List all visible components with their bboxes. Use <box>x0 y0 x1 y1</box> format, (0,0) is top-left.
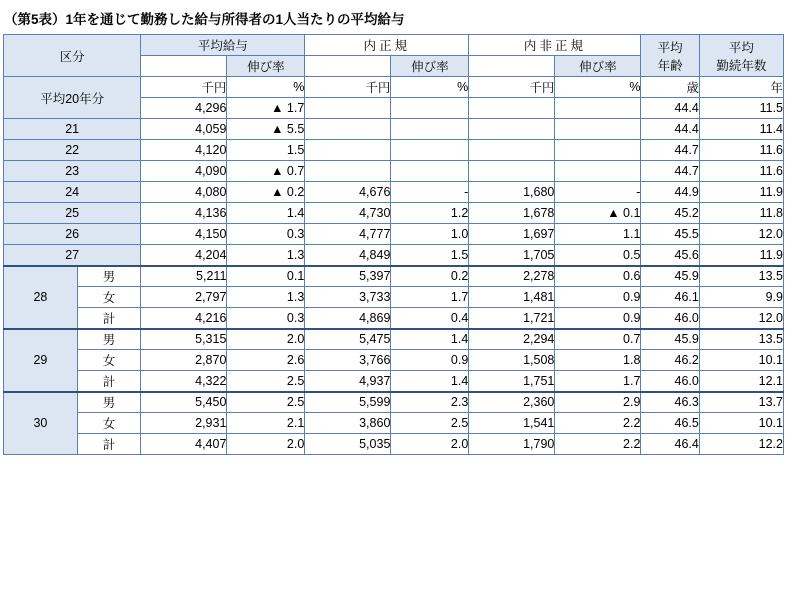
cell-avg: 5,450 <box>141 392 227 413</box>
cell-avg-tenure: 12.0 <box>699 224 783 245</box>
cell-regular-growth: 1.0 <box>391 224 469 245</box>
cell-regular-growth <box>391 119 469 140</box>
cell-regular-growth: 0.4 <box>391 308 469 329</box>
cell-avg: 4,204 <box>141 245 227 266</box>
cell-avg: 4,150 <box>141 224 227 245</box>
header-avg-salary: 平均給与 <box>141 35 305 56</box>
cell-avg-growth: 2.0 <box>227 434 305 455</box>
cell-avg-growth: ▲ 0.2 <box>227 182 305 203</box>
cell-avg-tenure: 12.2 <box>699 434 783 455</box>
cell-avg-growth: ▲ 5.5 <box>227 119 305 140</box>
cell-nonregular-growth: 1.8 <box>555 350 641 371</box>
unit-regular: 千円 <box>305 77 391 98</box>
unit-avg-growth: % <box>227 77 305 98</box>
cell-regular-growth: 2.3 <box>391 392 469 413</box>
cell-nonregular <box>469 119 555 140</box>
table-row <box>4 371 784 392</box>
cell-regular-growth <box>391 98 469 119</box>
cell-nonregular-growth: 2.9 <box>555 392 641 413</box>
header-regular-label: 正規 <box>379 39 411 53</box>
cell-regular <box>305 119 391 140</box>
cell-avg: 2,870 <box>141 350 227 371</box>
cell-nonregular-growth <box>555 98 641 119</box>
cell-regular-growth: 1.4 <box>391 329 469 350</box>
cell-nonregular: 1,705 <box>469 245 555 266</box>
cell-avg: 4,136 <box>141 203 227 224</box>
cell-nonregular-growth: 0.6 <box>555 266 641 287</box>
table-row <box>4 140 784 161</box>
cell-avg-age: 44.4 <box>641 98 699 119</box>
cell-avg-growth: 1.5 <box>227 140 305 161</box>
header-avg-age-line1: 平均 <box>657 40 683 55</box>
cell-avg-tenure: 13.5 <box>699 266 783 287</box>
unit-nonregular: 千円 <box>469 77 555 98</box>
row-label-25: 25 <box>4 203 141 224</box>
cell-regular: 3,733 <box>305 287 391 308</box>
table-row <box>4 350 784 371</box>
cell-nonregular-growth: 1.7 <box>555 371 641 392</box>
cell-avg-age: 46.0 <box>641 308 699 329</box>
cell-avg-growth: 0.3 <box>227 224 305 245</box>
unit-avg-salary: 千円 <box>141 77 227 98</box>
header-nonregular-label: 非正規 <box>539 39 586 53</box>
header-avg-tenure <box>699 35 783 77</box>
cell-avg: 4,120 <box>141 140 227 161</box>
cell-regular <box>305 140 391 161</box>
cell-regular: 5,475 <box>305 329 391 350</box>
header-regular-prefix: 内 <box>363 39 380 53</box>
row-label-23: 23 <box>4 161 141 182</box>
header-avg-tenure-line2: 勤続年数 <box>716 58 767 73</box>
header-regular-growth: 伸び率 <box>391 56 469 77</box>
cell-avg-age: 46.1 <box>641 287 699 308</box>
row-sub-label: 女 <box>77 350 141 371</box>
cell-avg: 4,322 <box>141 371 227 392</box>
cell-regular-growth: 1.2 <box>391 203 469 224</box>
cell-avg: 4,407 <box>141 434 227 455</box>
row-label-24: 24 <box>4 182 141 203</box>
row-label-26: 26 <box>4 224 141 245</box>
cell-nonregular: 1,508 <box>469 350 555 371</box>
cell-nonregular: 1,541 <box>469 413 555 434</box>
cell-regular: 5,599 <box>305 392 391 413</box>
cell-avg-tenure: 11.6 <box>699 140 783 161</box>
cell-nonregular: 1,481 <box>469 287 555 308</box>
cell-nonregular-growth: 1.1 <box>555 224 641 245</box>
cell-nonregular <box>469 98 555 119</box>
unit-regular-growth: % <box>391 77 469 98</box>
cell-avg-tenure: 13.7 <box>699 392 783 413</box>
unit-nonregular-growth: % <box>555 77 641 98</box>
row-group-label-29: 29 <box>4 329 78 392</box>
cell-regular <box>305 161 391 182</box>
cell-nonregular-growth: 0.9 <box>555 287 641 308</box>
cell-nonregular-growth: 2.2 <box>555 413 641 434</box>
header-nonregular-prefix: 内 <box>523 39 540 53</box>
cell-avg-growth: 0.1 <box>227 266 305 287</box>
table-row <box>4 413 784 434</box>
cell-avg-age: 46.3 <box>641 392 699 413</box>
row-sub-label: 男 <box>77 329 141 350</box>
table-row <box>4 266 784 287</box>
unit-avg-tenure: 年 <box>699 77 783 98</box>
cell-avg-age: 45.6 <box>641 245 699 266</box>
cell-avg-growth: 2.6 <box>227 350 305 371</box>
header-avg-salary-value <box>141 56 227 77</box>
cell-avg: 2,797 <box>141 287 227 308</box>
cell-avg-growth: ▲ 0.7 <box>227 161 305 182</box>
table-row <box>4 308 784 329</box>
cell-avg-age: 44.9 <box>641 182 699 203</box>
cell-avg: 4,090 <box>141 161 227 182</box>
cell-avg-tenure: 12.1 <box>699 371 783 392</box>
row-sub-label: 計 <box>77 371 141 392</box>
cell-avg-growth: ▲ 1.7 <box>227 98 305 119</box>
row-label-21: 21 <box>4 119 141 140</box>
table-row <box>4 224 784 245</box>
cell-avg-age: 45.9 <box>641 329 699 350</box>
cell-regular: 3,766 <box>305 350 391 371</box>
cell-regular: 4,730 <box>305 203 391 224</box>
cell-regular-growth <box>391 161 469 182</box>
cell-nonregular-growth: 0.7 <box>555 329 641 350</box>
cell-avg-tenure: 11.9 <box>699 182 783 203</box>
cell-regular-growth: 1.5 <box>391 245 469 266</box>
row-sub-label: 計 <box>77 434 141 455</box>
cell-nonregular <box>469 161 555 182</box>
cell-avg-age: 45.5 <box>641 224 699 245</box>
cell-nonregular: 1,697 <box>469 224 555 245</box>
cell-avg: 2,931 <box>141 413 227 434</box>
cell-avg-age: 46.5 <box>641 413 699 434</box>
cell-avg: 4,059 <box>141 119 227 140</box>
cell-avg-tenure: 10.1 <box>699 413 783 434</box>
cell-regular-growth: 2.5 <box>391 413 469 434</box>
cell-nonregular: 1,721 <box>469 308 555 329</box>
cell-avg-age: 45.2 <box>641 203 699 224</box>
cell-regular: 4,849 <box>305 245 391 266</box>
cell-nonregular-growth: 0.9 <box>555 308 641 329</box>
table-row <box>4 329 784 350</box>
cell-avg: 4,080 <box>141 182 227 203</box>
unit-avg-age: 歳 <box>641 77 699 98</box>
header-nonregular-value <box>469 56 555 77</box>
table-row <box>4 287 784 308</box>
cell-avg-growth: 0.3 <box>227 308 305 329</box>
cell-avg-age: 44.7 <box>641 161 699 182</box>
cell-nonregular-growth: 0.5 <box>555 245 641 266</box>
cell-avg-age: 44.7 <box>641 140 699 161</box>
cell-nonregular: 1,790 <box>469 434 555 455</box>
cell-nonregular: 1,680 <box>469 182 555 203</box>
row-label-22: 22 <box>4 140 141 161</box>
cell-nonregular-growth: ▲ 0.1 <box>555 203 641 224</box>
cell-avg-growth: 2.5 <box>227 371 305 392</box>
cell-nonregular: 1,678 <box>469 203 555 224</box>
cell-regular: 4,777 <box>305 224 391 245</box>
header-avg-age-line2: 年齢 <box>657 58 683 73</box>
cell-nonregular-growth: - <box>555 182 641 203</box>
cell-avg-tenure: 12.0 <box>699 308 783 329</box>
cell-regular <box>305 98 391 119</box>
cell-avg: 5,211 <box>141 266 227 287</box>
cell-nonregular: 1,751 <box>469 371 555 392</box>
cell-avg-tenure: 11.9 <box>699 245 783 266</box>
header-avg-growth: 伸び率 <box>227 56 305 77</box>
cell-avg-tenure: 9.9 <box>699 287 783 308</box>
table-row <box>4 161 784 182</box>
cell-avg-age: 44.4 <box>641 119 699 140</box>
cell-regular-growth: 1.7 <box>391 287 469 308</box>
header-nonregular <box>469 35 641 56</box>
page-title: （第5表）1年を通じて勤務した給与所得者の1人当たりの平均給与 <box>4 12 405 27</box>
cell-regular-growth: 1.4 <box>391 371 469 392</box>
cell-avg: 5,315 <box>141 329 227 350</box>
row-label-27: 27 <box>4 245 141 266</box>
cell-avg: 4,296 <box>141 98 227 119</box>
cell-avg-tenure: 13.5 <box>699 329 783 350</box>
cell-avg-tenure: 11.4 <box>699 119 783 140</box>
cell-nonregular: 2,278 <box>469 266 555 287</box>
cell-regular: 4,937 <box>305 371 391 392</box>
cell-avg-growth: 2.5 <box>227 392 305 413</box>
cell-regular-growth <box>391 140 469 161</box>
cell-avg-age: 45.9 <box>641 266 699 287</box>
cell-nonregular-growth <box>555 140 641 161</box>
cell-regular-growth: 0.9 <box>391 350 469 371</box>
table-units-row <box>4 77 784 98</box>
header-avg-age <box>641 35 699 77</box>
header-nonregular-growth: 伸び率 <box>555 56 641 77</box>
cell-nonregular-growth <box>555 119 641 140</box>
cell-avg-growth: 2.0 <box>227 329 305 350</box>
header-regular <box>305 35 469 56</box>
row-label-heisei20: 平均20年分 <box>4 77 141 119</box>
cell-nonregular-growth: 2.2 <box>555 434 641 455</box>
row-group-label-30: 30 <box>4 392 78 455</box>
cell-regular-growth: 0.2 <box>391 266 469 287</box>
cell-regular: 3,860 <box>305 413 391 434</box>
cell-regular: 4,869 <box>305 308 391 329</box>
cell-regular: 5,035 <box>305 434 391 455</box>
cell-nonregular: 2,294 <box>469 329 555 350</box>
row-sub-label: 男 <box>77 266 141 287</box>
row-sub-label: 女 <box>77 287 141 308</box>
cell-avg-tenure: 10.1 <box>699 350 783 371</box>
cell-avg-growth: 2.1 <box>227 413 305 434</box>
row-group-label-28: 28 <box>4 266 78 329</box>
table-row <box>4 182 784 203</box>
table-row <box>4 245 784 266</box>
cell-avg: 4,216 <box>141 308 227 329</box>
header-regular-value <box>305 56 391 77</box>
row-sub-label: 男 <box>77 392 141 413</box>
cell-avg-tenure: 11.8 <box>699 203 783 224</box>
row-sub-label: 女 <box>77 413 141 434</box>
cell-avg-tenure: 11.5 <box>699 98 783 119</box>
cell-regular: 5,397 <box>305 266 391 287</box>
cell-avg-tenure: 11.6 <box>699 161 783 182</box>
cell-avg-age: 46.4 <box>641 434 699 455</box>
cell-nonregular <box>469 140 555 161</box>
cell-avg-growth: 1.3 <box>227 245 305 266</box>
average-salary-table <box>3 34 784 455</box>
cell-regular-growth: 2.0 <box>391 434 469 455</box>
header-section: 区分 <box>4 35 141 77</box>
cell-nonregular-growth <box>555 161 641 182</box>
row-sub-label: 計 <box>77 308 141 329</box>
table-row <box>4 434 784 455</box>
cell-regular-growth: - <box>391 182 469 203</box>
cell-nonregular: 2,360 <box>469 392 555 413</box>
cell-avg-growth: 1.3 <box>227 287 305 308</box>
table-row <box>4 119 784 140</box>
table-row <box>4 392 784 413</box>
cell-avg-growth: 1.4 <box>227 203 305 224</box>
cell-regular: 4,676 <box>305 182 391 203</box>
table-header-row-1 <box>4 35 784 56</box>
table-row <box>4 203 784 224</box>
header-avg-tenure-line1: 平均 <box>728 40 754 55</box>
cell-avg-age: 46.2 <box>641 350 699 371</box>
cell-avg-age: 46.0 <box>641 371 699 392</box>
